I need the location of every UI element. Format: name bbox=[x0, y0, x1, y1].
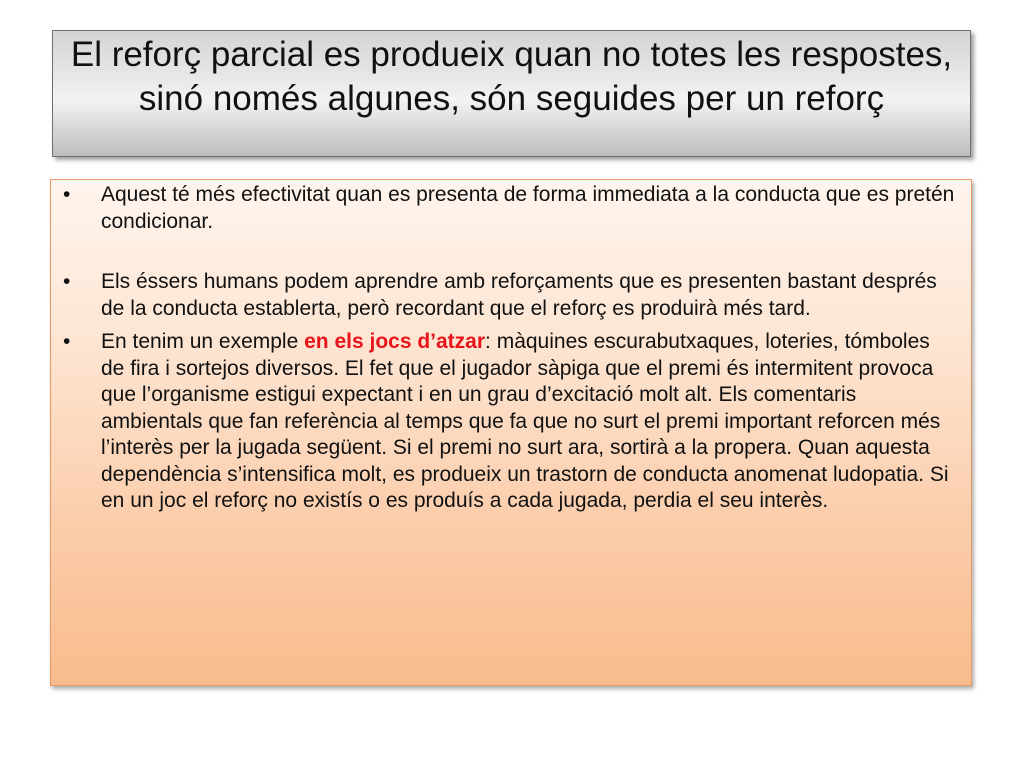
slide-title: El reforç parcial es produeix quan no totes les respostes, sinó només algunes, són seguides per un reforç bbox=[70, 35, 953, 118]
bullet-icon: • bbox=[63, 270, 71, 293]
bullet-text-2: Els éssers humans podem aprendre amb reforçaments que es presenten bastant després de la conducta establerta, però recordant que el reforç es produirà més tard. bbox=[101, 270, 937, 320]
slide-title-box bbox=[52, 30, 971, 157]
bullet-item-2 bbox=[51, 269, 971, 322]
bullet-list bbox=[51, 182, 971, 515]
bullet-text-1: Aquest té més efectivitat quan es presenta de forma immediata a la conducta que es pretén condicionar. bbox=[101, 183, 955, 233]
bullet-item-3 bbox=[51, 329, 971, 515]
bullet-icon: • bbox=[63, 183, 71, 206]
bullet-text-3-before: En tenim un exemple bbox=[101, 330, 305, 353]
bullet-text-3-after: : màquines escurabutxaques, loteries, tómboles de fira i sortejos diversos. El fet que el jugador sàpiga que el premi és intermitent provoca que l’organisme estigui expectant i en un grau d’excitació molt alt. Els comentaris ambientals que fan referència al temps que fa que no surt el premi important reforcen més l’interès per la jugada següent. Si el premi no surt ara, sortirà a la propera. Quan aquesta dependència s’intensifica molt, es produeix un trastorn de conducta anomenat ludopatia. Si en un joc el reforç no existís o es produís a cada jugada, perdia el seu interès. bbox=[101, 330, 949, 512]
bullet-icon: • bbox=[63, 330, 71, 353]
highlighted-phrase: en els jocs d’atzar bbox=[304, 330, 486, 353]
bullet-item-1 bbox=[51, 182, 971, 235]
slide-content-box bbox=[50, 179, 972, 686]
